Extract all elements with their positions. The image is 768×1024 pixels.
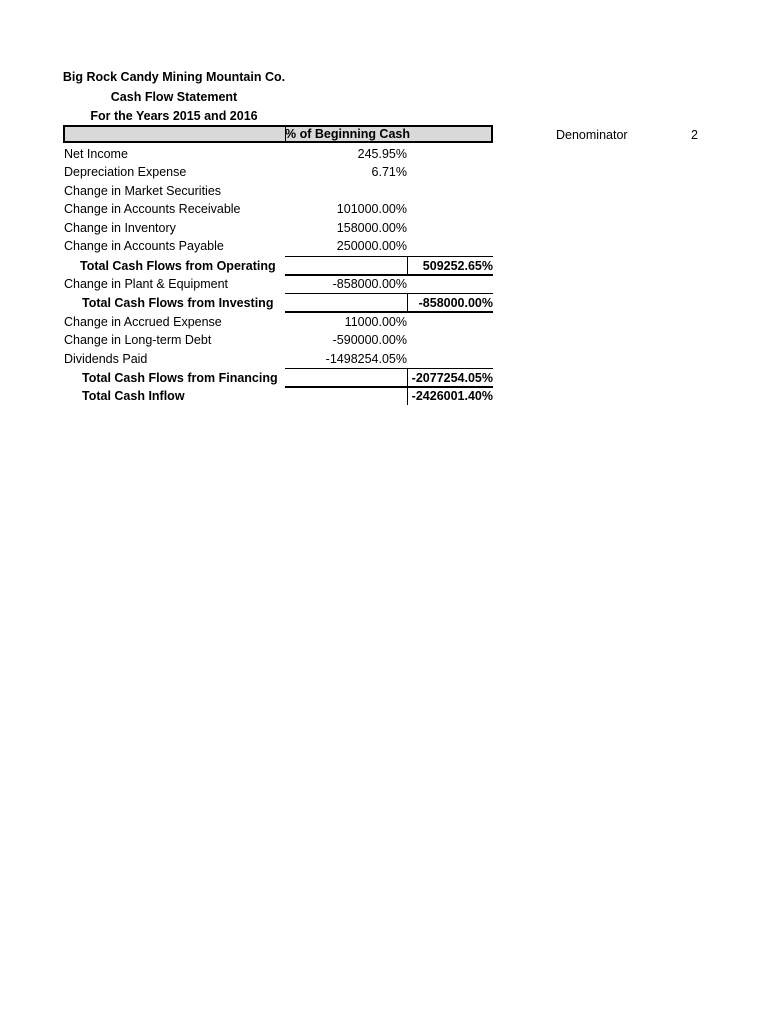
investing-total-divider: [407, 293, 408, 312]
row-value-long-term-debt: -590000.00%: [332, 333, 407, 347]
row-label-accounts-receivable: Change in Accounts Receivable: [64, 202, 241, 216]
row-label-total-operating: Total Cash Flows from Operating: [80, 259, 276, 273]
column-header-label: % of Beginning Cash: [285, 127, 410, 141]
row-value-total-investing: -858000.00%: [418, 296, 493, 310]
row-label-long-term-debt: Change in Long-term Debt: [64, 333, 212, 347]
row-value-plant-equipment: -858000.00%: [332, 277, 407, 291]
row-value-depreciation: 6.71%: [371, 165, 407, 179]
row-value-accrued-expense: 11000.00%: [344, 315, 407, 329]
row-label-accounts-payable: Change in Accounts Payable: [64, 239, 224, 253]
row-label-total-inflow: Total Cash Inflow: [82, 389, 185, 403]
row-label-plant-equipment: Change in Plant & Equipment: [64, 277, 228, 291]
row-value-accounts-receivable: 101000.00%: [336, 202, 407, 216]
row-label-total-financing: Total Cash Flows from Financing: [82, 371, 278, 385]
row-value-net-income: 245.95%: [357, 147, 407, 161]
row-value-total-operating: 509252.65%: [422, 259, 493, 273]
row-value-total-inflow: -2426001.40%: [411, 389, 493, 403]
row-label-net-income: Net Income: [64, 147, 128, 161]
row-label-inventory: Change in Inventory: [64, 221, 176, 235]
statement-title: Cash Flow Statement: [110, 90, 238, 104]
row-label-market-securities: Change in Market Securities: [64, 184, 222, 198]
column-header-bar: [63, 125, 493, 143]
row-value-dividends: -1498254.05%: [325, 352, 407, 366]
row-value-total-financing: -2077254.05%: [411, 371, 493, 385]
financing-total-rule-top: [285, 368, 493, 369]
investing-total-rule-top: [285, 293, 493, 294]
denominator-label: Denominator: [556, 128, 628, 142]
row-value-inventory: 158000.00%: [336, 221, 407, 235]
company-title: Big Rock Candy Mining Mountain Co.: [62, 70, 286, 84]
operating-total-rule-top: [285, 256, 493, 257]
row-label-dividends: Dividends Paid: [64, 352, 148, 366]
row-value-accounts-payable: 250000.00%: [336, 239, 407, 253]
inflow-total-divider: [407, 387, 408, 405]
denominator-value: 2: [691, 128, 698, 142]
row-label-total-investing: Total Cash Flows from Investing: [82, 296, 274, 310]
period-title: For the Years 2015 and 2016: [90, 109, 258, 123]
financing-total-divider: [407, 368, 408, 387]
investing-total-rule-bottom: [285, 311, 493, 313]
operating-total-divider: [407, 256, 408, 275]
row-label-depreciation: Depreciation Expense: [64, 165, 187, 179]
row-label-accrued-expense: Change in Accrued Expense: [64, 315, 222, 329]
